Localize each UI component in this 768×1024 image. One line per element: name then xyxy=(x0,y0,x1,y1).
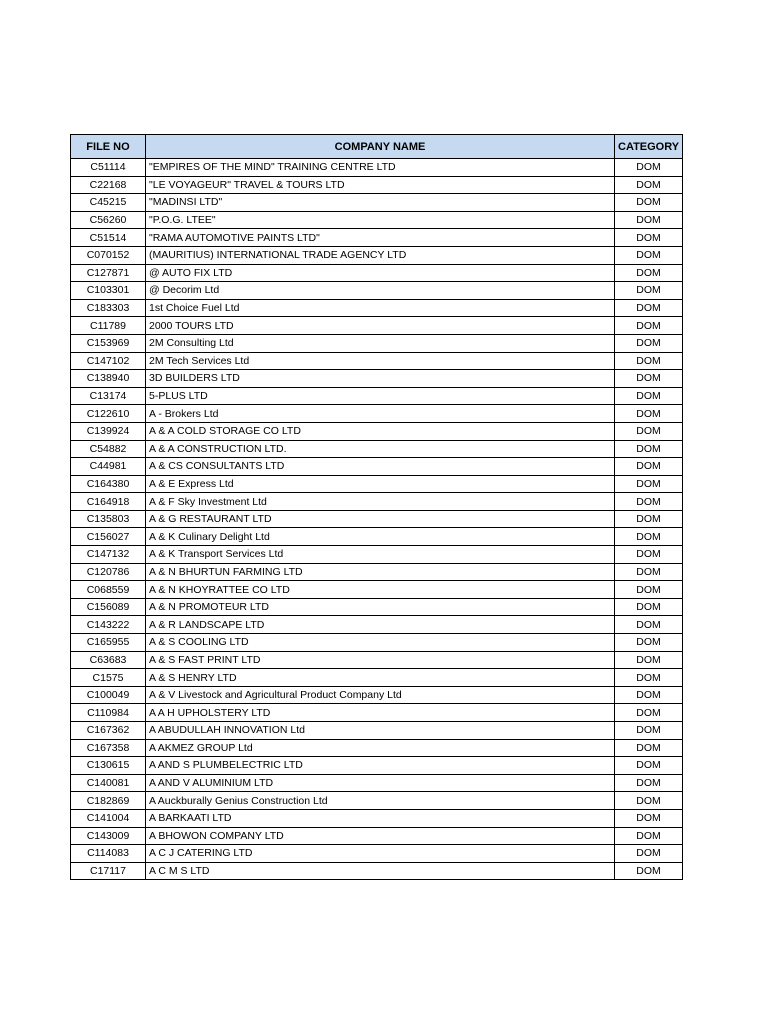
file-no-cell: C122610 xyxy=(71,405,146,423)
company-name-cell: A AND V ALUMINIUM LTD xyxy=(146,774,615,792)
company-name-cell: 1st Choice Fuel Ltd xyxy=(146,299,615,317)
company-name-cell: A & K Transport Services Ltd xyxy=(146,546,615,564)
table-row xyxy=(71,299,683,317)
category-cell: DOM xyxy=(615,458,683,476)
category-cell: DOM xyxy=(615,194,683,212)
company-name-cell: "EMPIRES OF THE MIND" TRAINING CENTRE LTD xyxy=(146,159,615,177)
category-cell: DOM xyxy=(615,809,683,827)
file-no-cell: C1575 xyxy=(71,669,146,687)
company-name-cell: A & N KHOYRATTEE CO LTD xyxy=(146,581,615,599)
file-no-cell: C153969 xyxy=(71,334,146,352)
category-cell: DOM xyxy=(615,722,683,740)
file-no-cell: C13174 xyxy=(71,387,146,405)
file-no-cell: C070152 xyxy=(71,246,146,264)
company-name-cell: 5-PLUS LTD xyxy=(146,387,615,405)
category-cell: DOM xyxy=(615,493,683,511)
company-name-cell: (MAURITIUS) INTERNATIONAL TRADE AGENCY LTD xyxy=(146,246,615,264)
file-no-cell: C143009 xyxy=(71,827,146,845)
file-no-cell: C139924 xyxy=(71,422,146,440)
category-cell: DOM xyxy=(615,528,683,546)
table-row xyxy=(71,510,683,528)
company-name-cell: @ AUTO FIX LTD xyxy=(146,264,615,282)
table-row xyxy=(71,387,683,405)
table-row xyxy=(71,229,683,247)
table-row xyxy=(71,651,683,669)
category-cell: DOM xyxy=(615,211,683,229)
category-cell: DOM xyxy=(615,387,683,405)
table-row xyxy=(71,757,683,775)
category-cell: DOM xyxy=(615,774,683,792)
table-row xyxy=(71,598,683,616)
category-cell: DOM xyxy=(615,229,683,247)
category-cell: DOM xyxy=(615,651,683,669)
category-cell: DOM xyxy=(615,334,683,352)
category-cell: DOM xyxy=(615,299,683,317)
company-name-cell: A AKMEZ GROUP Ltd xyxy=(146,739,615,757)
table-row xyxy=(71,616,683,634)
company-name-cell: 3D BUILDERS LTD xyxy=(146,370,615,388)
table-row xyxy=(71,686,683,704)
company-name-cell: A BHOWON COMPANY LTD xyxy=(146,827,615,845)
company-name-cell: A AND S PLUMBELECTRIC LTD xyxy=(146,757,615,775)
table-row xyxy=(71,669,683,687)
company-name-cell: A & CS CONSULTANTS LTD xyxy=(146,458,615,476)
company-name-cell: A - Brokers Ltd xyxy=(146,405,615,423)
company-name-cell: "LE VOYAGEUR" TRAVEL & TOURS LTD xyxy=(146,176,615,194)
table-row xyxy=(71,334,683,352)
company-name-cell: 2000 TOURS LTD xyxy=(146,317,615,335)
category-cell: DOM xyxy=(615,176,683,194)
table-row xyxy=(71,792,683,810)
table-row xyxy=(71,563,683,581)
category-cell: DOM xyxy=(615,669,683,687)
header-file-no: FILE NO xyxy=(71,135,146,159)
company-name-cell: A BARKAATI LTD xyxy=(146,809,615,827)
company-name-cell: A A H UPHOLSTERY LTD xyxy=(146,704,615,722)
company-name-cell: A & E Express Ltd xyxy=(146,475,615,493)
file-no-cell: C068559 xyxy=(71,581,146,599)
table-header xyxy=(71,135,683,159)
table-row xyxy=(71,862,683,880)
table-row xyxy=(71,528,683,546)
file-no-cell: C17117 xyxy=(71,862,146,880)
file-no-cell: C165955 xyxy=(71,634,146,652)
file-no-cell: C51114 xyxy=(71,159,146,177)
file-no-cell: C100049 xyxy=(71,686,146,704)
table-row xyxy=(71,264,683,282)
table-row xyxy=(71,475,683,493)
category-cell: DOM xyxy=(615,563,683,581)
table-row xyxy=(71,458,683,476)
file-no-cell: C167358 xyxy=(71,739,146,757)
file-no-cell: C63683 xyxy=(71,651,146,669)
company-name-cell: A C M S LTD xyxy=(146,862,615,880)
file-no-cell: C141004 xyxy=(71,809,146,827)
category-cell: DOM xyxy=(615,704,683,722)
category-cell: DOM xyxy=(615,405,683,423)
file-no-cell: C114083 xyxy=(71,845,146,863)
table-body xyxy=(71,159,683,880)
category-cell: DOM xyxy=(615,246,683,264)
file-no-cell: C54882 xyxy=(71,440,146,458)
category-cell: DOM xyxy=(615,370,683,388)
category-cell: DOM xyxy=(615,282,683,300)
category-cell: DOM xyxy=(615,352,683,370)
file-no-cell: C164918 xyxy=(71,493,146,511)
file-no-cell: C103301 xyxy=(71,282,146,300)
category-cell: DOM xyxy=(615,422,683,440)
file-no-cell: C156089 xyxy=(71,598,146,616)
category-cell: DOM xyxy=(615,686,683,704)
company-name-cell: "RAMA AUTOMOTIVE PAINTS LTD" xyxy=(146,229,615,247)
file-no-cell: C183303 xyxy=(71,299,146,317)
company-name-cell: A ABUDULLAH INNOVATION Ltd xyxy=(146,722,615,740)
company-name-cell: "P.O.G. LTEE" xyxy=(146,211,615,229)
category-cell: DOM xyxy=(615,598,683,616)
table-row xyxy=(71,739,683,757)
file-no-cell: C147132 xyxy=(71,546,146,564)
table-row xyxy=(71,493,683,511)
table-row xyxy=(71,704,683,722)
category-cell: DOM xyxy=(615,634,683,652)
company-name-cell: A & N BHURTUN FARMING LTD xyxy=(146,563,615,581)
file-no-cell: C140081 xyxy=(71,774,146,792)
table-row xyxy=(71,634,683,652)
company-name-cell: "MADINSI LTD" xyxy=(146,194,615,212)
file-no-cell: C130615 xyxy=(71,757,146,775)
file-no-cell: C120786 xyxy=(71,563,146,581)
table-row xyxy=(71,774,683,792)
file-no-cell: C135803 xyxy=(71,510,146,528)
file-no-cell: C143222 xyxy=(71,616,146,634)
company-name-cell: A C J CATERING LTD xyxy=(146,845,615,863)
table-row xyxy=(71,809,683,827)
category-cell: DOM xyxy=(615,440,683,458)
category-cell: DOM xyxy=(615,510,683,528)
category-cell: DOM xyxy=(615,546,683,564)
category-cell: DOM xyxy=(615,581,683,599)
category-cell: DOM xyxy=(615,827,683,845)
file-no-cell: C110984 xyxy=(71,704,146,722)
company-name-cell: 2M Tech Services Ltd xyxy=(146,352,615,370)
table-row xyxy=(71,546,683,564)
table-row xyxy=(71,440,683,458)
table-row xyxy=(71,176,683,194)
table-row xyxy=(71,827,683,845)
header-row xyxy=(71,135,683,159)
company-name-cell: 2M Consulting Ltd xyxy=(146,334,615,352)
file-no-cell: C138940 xyxy=(71,370,146,388)
company-name-cell: A Auckburally Genius Construction Ltd xyxy=(146,792,615,810)
company-name-cell: A & G RESTAURANT LTD xyxy=(146,510,615,528)
company-register-table xyxy=(70,134,683,880)
category-cell: DOM xyxy=(615,739,683,757)
file-no-cell: C56260 xyxy=(71,211,146,229)
company-name-cell: A & R LANDSCAPE LTD xyxy=(146,616,615,634)
company-name-cell: A & N PROMOTEUR LTD xyxy=(146,598,615,616)
company-name-cell: @ Decorim Ltd xyxy=(146,282,615,300)
category-cell: DOM xyxy=(615,845,683,863)
file-no-cell: C45215 xyxy=(71,194,146,212)
category-cell: DOM xyxy=(615,757,683,775)
category-cell: DOM xyxy=(615,317,683,335)
table-row xyxy=(71,246,683,264)
table-row xyxy=(71,194,683,212)
file-no-cell: C11789 xyxy=(71,317,146,335)
table-row xyxy=(71,211,683,229)
file-no-cell: C127871 xyxy=(71,264,146,282)
table-row xyxy=(71,581,683,599)
category-cell: DOM xyxy=(615,159,683,177)
category-cell: DOM xyxy=(615,792,683,810)
category-cell: DOM xyxy=(615,264,683,282)
file-no-cell: C182869 xyxy=(71,792,146,810)
company-name-cell: A & F Sky Investment Ltd xyxy=(146,493,615,511)
file-no-cell: C147102 xyxy=(71,352,146,370)
file-no-cell: C167362 xyxy=(71,722,146,740)
company-name-cell: A & V Livestock and Agricultural Product Company Ltd xyxy=(146,686,615,704)
table-row xyxy=(71,722,683,740)
file-no-cell: C164380 xyxy=(71,475,146,493)
category-cell: DOM xyxy=(615,475,683,493)
table-row xyxy=(71,405,683,423)
table-row xyxy=(71,370,683,388)
file-no-cell: C22168 xyxy=(71,176,146,194)
file-no-cell: C156027 xyxy=(71,528,146,546)
table-row xyxy=(71,159,683,177)
table-row xyxy=(71,845,683,863)
file-no-cell: C51514 xyxy=(71,229,146,247)
table-row xyxy=(71,317,683,335)
table-row xyxy=(71,282,683,300)
category-cell: DOM xyxy=(615,616,683,634)
company-name-cell: A & S HENRY LTD xyxy=(146,669,615,687)
header-company-name: COMPANY NAME xyxy=(146,135,615,159)
company-name-cell: A & A COLD STORAGE CO LTD xyxy=(146,422,615,440)
category-cell: DOM xyxy=(615,862,683,880)
company-name-cell: A & S FAST PRINT LTD xyxy=(146,651,615,669)
company-name-cell: A & K Culinary Delight Ltd xyxy=(146,528,615,546)
company-name-cell: A & A CONSTRUCTION LTD. xyxy=(146,440,615,458)
table-row xyxy=(71,422,683,440)
header-category: CATEGORY xyxy=(615,135,683,159)
file-no-cell: C44981 xyxy=(71,458,146,476)
table-row xyxy=(71,352,683,370)
company-name-cell: A & S COOLING LTD xyxy=(146,634,615,652)
